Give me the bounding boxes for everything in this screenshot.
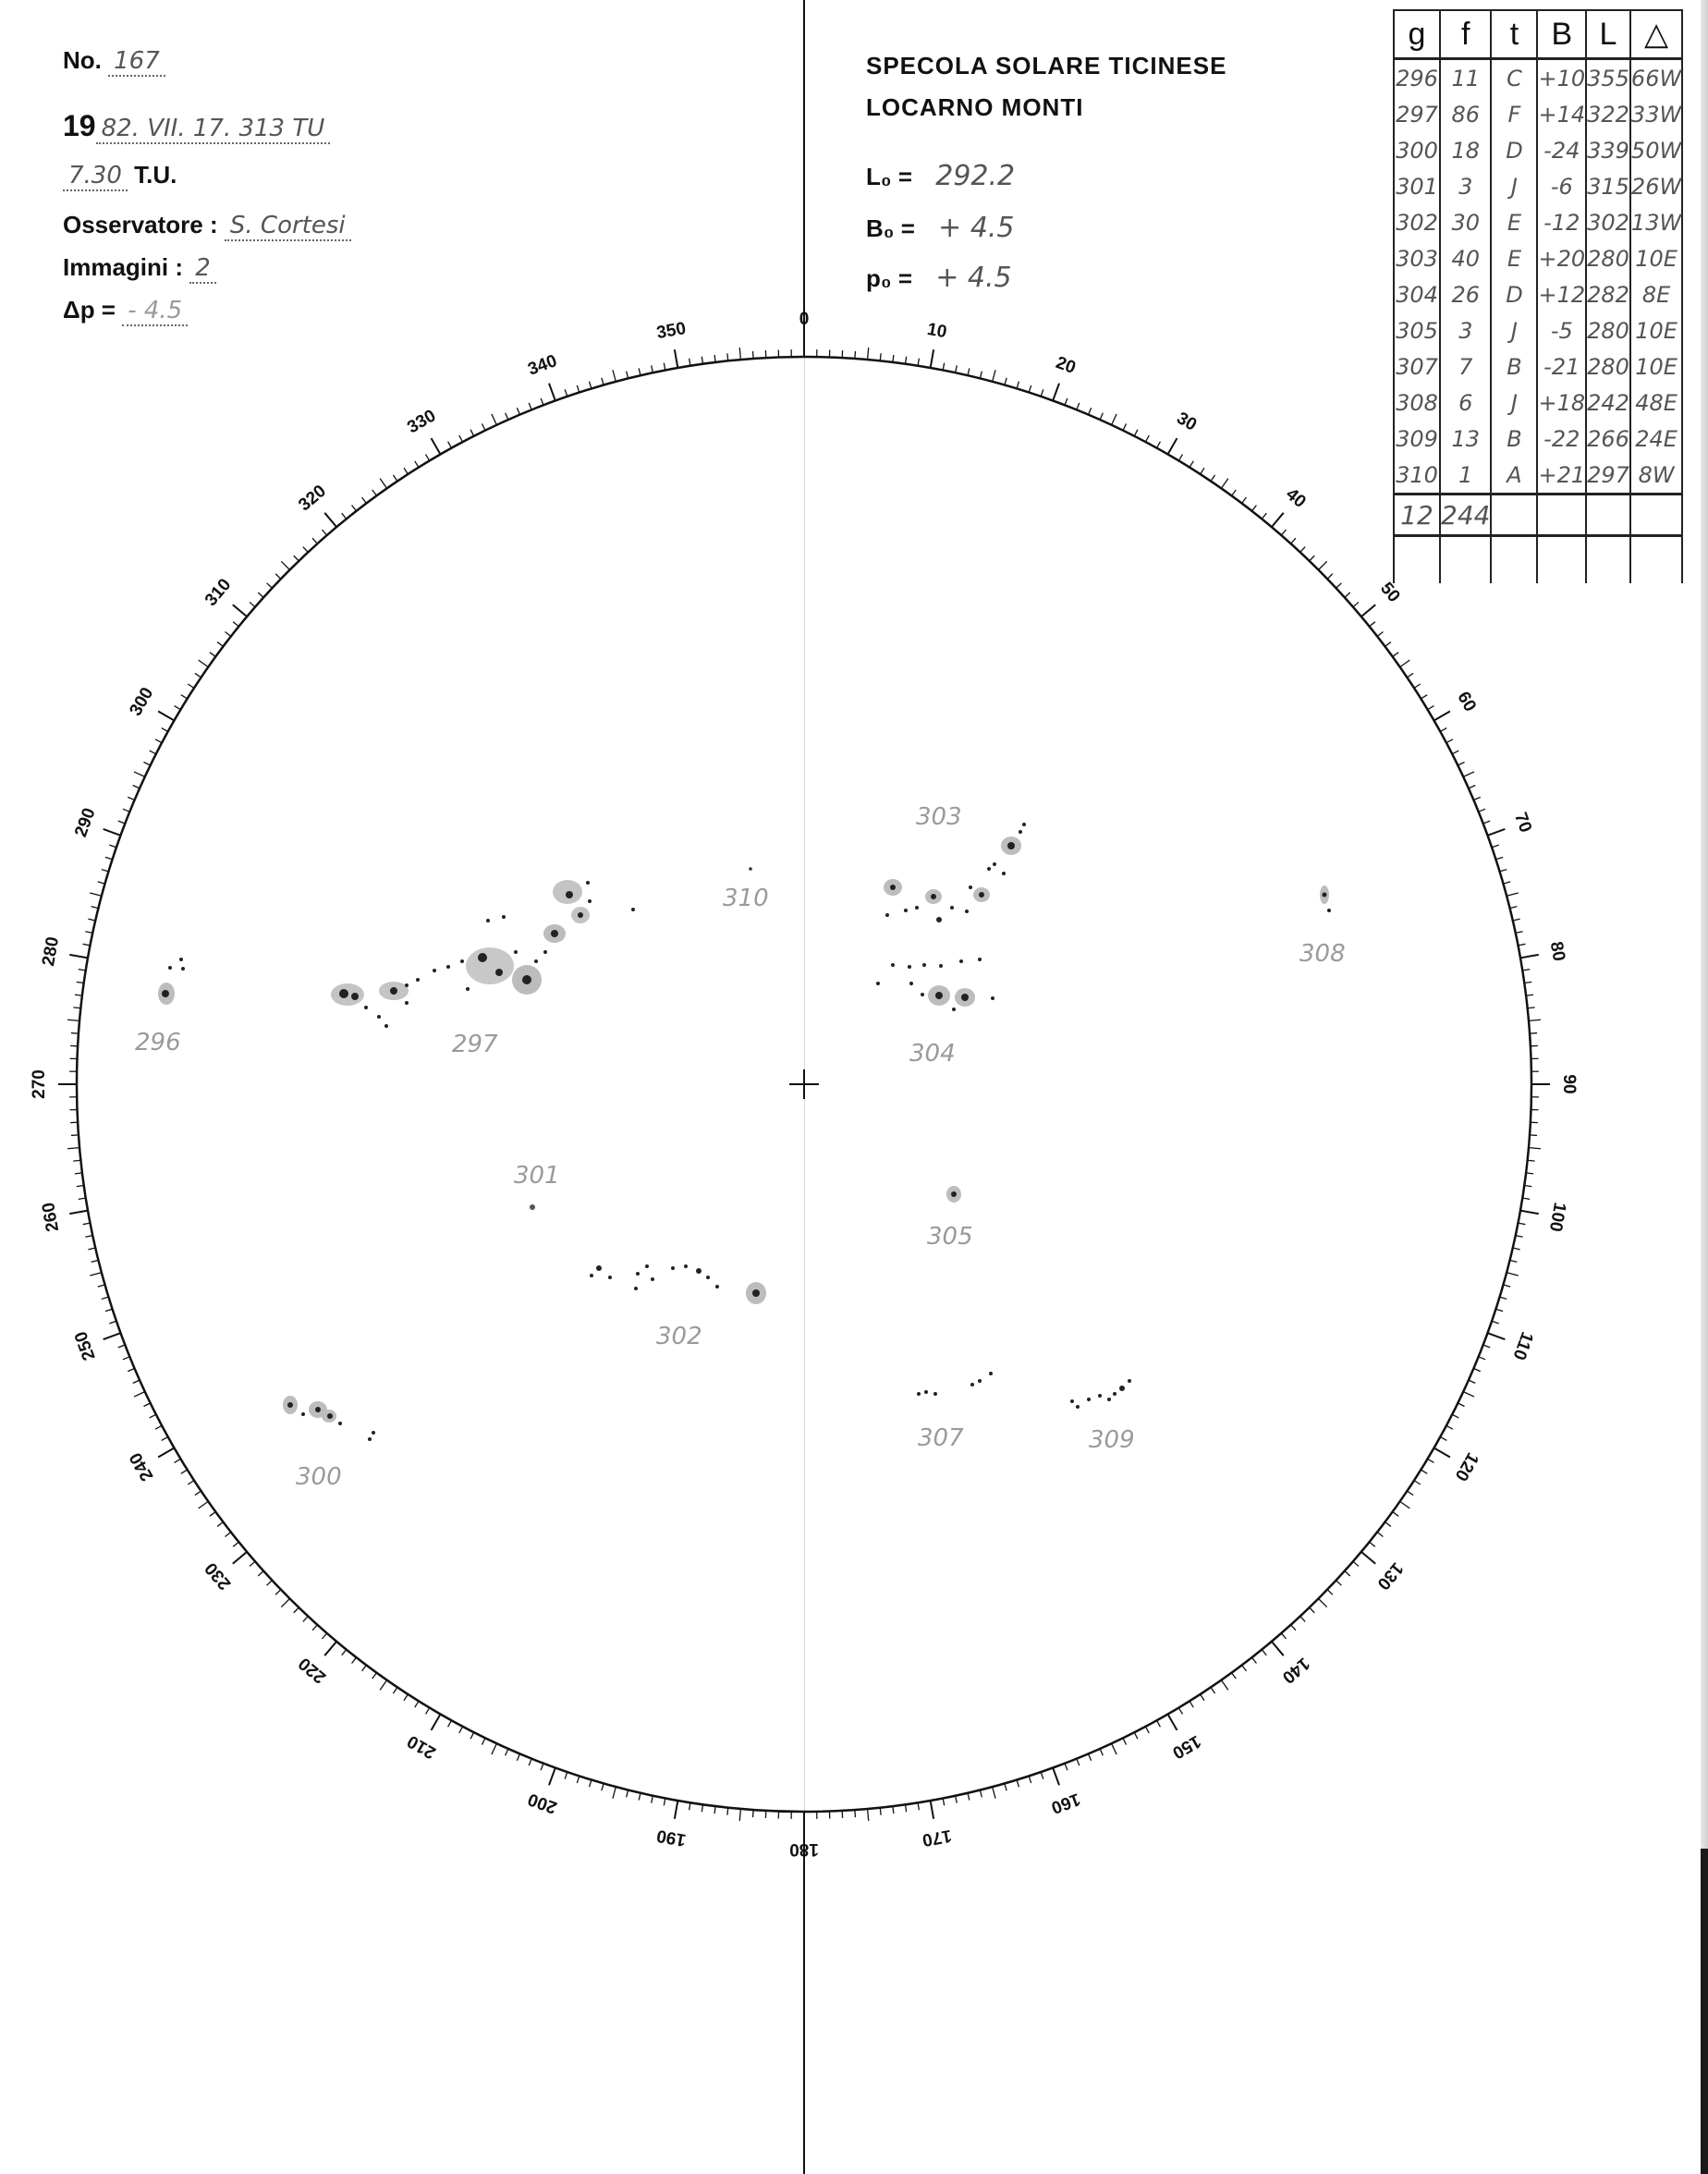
register-cell: 6 bbox=[1440, 385, 1491, 421]
register-cell: B bbox=[1491, 348, 1537, 385]
scale-tick bbox=[492, 1743, 496, 1754]
sunspot-group-296 bbox=[158, 958, 185, 1005]
total-spots: 244 bbox=[1440, 495, 1491, 536]
register-cell: 305 bbox=[1394, 312, 1440, 348]
register-cell: 33W bbox=[1630, 96, 1682, 132]
l0-value: 292.2 bbox=[935, 160, 1016, 192]
register-cell: -5 bbox=[1537, 312, 1586, 348]
scale-label-140: 140 bbox=[1278, 1653, 1313, 1688]
scale-tick bbox=[1434, 1448, 1450, 1458]
scale-tick bbox=[675, 349, 677, 368]
scale-label-10: 10 bbox=[925, 319, 948, 343]
scale-tick bbox=[1529, 1148, 1541, 1149]
scale-tick bbox=[613, 370, 616, 382]
scale-label-190: 190 bbox=[654, 1825, 688, 1850]
group-label-308: 308 bbox=[1299, 940, 1346, 968]
register-row bbox=[1394, 276, 1682, 312]
scale-label-340: 340 bbox=[525, 351, 560, 380]
register-cell: 1 bbox=[1440, 457, 1491, 495]
scale-tick bbox=[67, 1148, 79, 1149]
p0-value: + 4.5 bbox=[935, 262, 1012, 294]
scale-tick bbox=[1400, 660, 1410, 666]
register-row bbox=[1394, 348, 1682, 385]
register-cell: 8E bbox=[1630, 276, 1682, 312]
scale-tick bbox=[69, 1211, 88, 1214]
scale-label-270: 270 bbox=[30, 1069, 50, 1099]
group-label-307: 307 bbox=[918, 1424, 964, 1452]
register-cell: C bbox=[1491, 59, 1537, 97]
register-cell: -12 bbox=[1537, 204, 1586, 240]
register-cell: J bbox=[1491, 385, 1537, 421]
register-cell: 242 bbox=[1586, 385, 1630, 421]
group-label-303: 303 bbox=[916, 803, 962, 831]
group-label-300: 300 bbox=[296, 1463, 342, 1491]
register-cell: 11 bbox=[1440, 59, 1491, 97]
register-cell: 282 bbox=[1586, 276, 1630, 312]
register-row bbox=[1394, 421, 1682, 457]
scale-tick bbox=[1463, 772, 1474, 776]
scale-tick bbox=[199, 1501, 209, 1508]
scale-tick bbox=[199, 660, 209, 666]
scale-tick bbox=[90, 893, 102, 896]
register-cell: 86 bbox=[1440, 96, 1491, 132]
register-cell: D bbox=[1491, 276, 1537, 312]
register-cell: 26W bbox=[1630, 168, 1682, 204]
column-header-g: g bbox=[1394, 10, 1440, 59]
scale-tick bbox=[1168, 438, 1177, 454]
register-cell: 50W bbox=[1630, 132, 1682, 168]
group-label-301: 301 bbox=[514, 1162, 560, 1190]
scale-tick bbox=[1520, 955, 1539, 958]
scale-tick bbox=[739, 1809, 740, 1821]
scale-label-350: 350 bbox=[654, 318, 688, 344]
register-cell: E bbox=[1491, 204, 1537, 240]
scale-tick bbox=[739, 348, 740, 360]
b0-value: + 4.5 bbox=[938, 212, 1015, 244]
register-empty-cell bbox=[1440, 536, 1491, 584]
register-empty-cell bbox=[1586, 495, 1630, 536]
register-cell: 3 bbox=[1440, 312, 1491, 348]
scale-label-210: 210 bbox=[404, 1730, 440, 1763]
scale-tick bbox=[931, 1801, 933, 1819]
group-label-304: 304 bbox=[909, 1040, 956, 1068]
register-cell: 13 bbox=[1440, 421, 1491, 457]
register-cell: 315 bbox=[1586, 168, 1630, 204]
scale-tick bbox=[432, 438, 441, 454]
scale-tick bbox=[134, 1392, 145, 1397]
scale-tick bbox=[1053, 384, 1059, 401]
register-cell: 310 bbox=[1394, 457, 1440, 495]
center-cross bbox=[789, 1069, 819, 1099]
register-cell: 280 bbox=[1586, 240, 1630, 276]
register-cell: 66W bbox=[1630, 59, 1682, 97]
scale-label-80: 80 bbox=[1545, 940, 1569, 963]
scale-label-160: 160 bbox=[1048, 1789, 1083, 1817]
scale-label-220: 220 bbox=[295, 1653, 330, 1688]
scale-tick bbox=[1520, 1211, 1539, 1214]
scale-tick bbox=[1112, 414, 1116, 425]
scale-tick bbox=[104, 829, 121, 836]
register-cell: 304 bbox=[1394, 276, 1440, 312]
scale-tick bbox=[1361, 605, 1375, 617]
column-header-delta: △ bbox=[1630, 10, 1682, 59]
register-cell: 302 bbox=[1586, 204, 1630, 240]
register-cell: -22 bbox=[1537, 421, 1586, 457]
register-row bbox=[1394, 240, 1682, 276]
scale-label-110: 110 bbox=[1508, 1329, 1537, 1363]
sunspot-group-307 bbox=[917, 1372, 993, 1396]
scale-label-290: 290 bbox=[71, 805, 100, 840]
column-header-t: t bbox=[1491, 10, 1537, 59]
sunspot-group-305 bbox=[946, 1186, 961, 1203]
register-cell: 10E bbox=[1630, 348, 1682, 385]
scale-label-200: 200 bbox=[525, 1789, 560, 1817]
register-cell: 48E bbox=[1630, 385, 1682, 421]
scale-label-30: 30 bbox=[1173, 408, 1201, 435]
register-cell: +20 bbox=[1537, 240, 1586, 276]
scale-tick bbox=[1361, 1552, 1375, 1564]
scale-tick bbox=[1434, 712, 1450, 721]
scale-tick bbox=[1272, 1642, 1284, 1655]
scale-tick bbox=[1488, 829, 1506, 836]
scale-tick bbox=[1488, 1333, 1506, 1339]
register-cell: 8W bbox=[1630, 457, 1682, 495]
scale-label-330: 330 bbox=[404, 406, 440, 438]
scale-tick bbox=[69, 955, 88, 958]
scale-label-310: 310 bbox=[201, 575, 236, 610]
scale-label-260: 260 bbox=[38, 1201, 64, 1234]
group-label-310: 310 bbox=[723, 885, 769, 912]
delta-p-value: - 4.5 bbox=[122, 297, 188, 326]
register-cell: 24E bbox=[1630, 421, 1682, 457]
register-empty-cell bbox=[1491, 536, 1537, 584]
register-cell: 302 bbox=[1394, 204, 1440, 240]
scale-label-20: 20 bbox=[1053, 352, 1079, 378]
scale-tick bbox=[432, 1715, 441, 1730]
register-cell: 40 bbox=[1440, 240, 1491, 276]
scale-tick bbox=[158, 1448, 174, 1458]
time-value: 7.30 bbox=[63, 162, 128, 191]
images-label: Immagini : bbox=[63, 253, 184, 281]
date-value: 82. VII. 17. 313 TU bbox=[96, 115, 331, 144]
register-cell: F bbox=[1491, 96, 1537, 132]
register-cell: -6 bbox=[1537, 168, 1586, 204]
scale-label-180: 180 bbox=[789, 1838, 819, 1859]
register-cell: +14 bbox=[1537, 96, 1586, 132]
scale-tick bbox=[1053, 1768, 1059, 1786]
register-cell: D bbox=[1491, 132, 1537, 168]
sunspot-group-301 bbox=[530, 1204, 535, 1210]
scale-label-240: 240 bbox=[126, 1448, 158, 1484]
register-empty-cell bbox=[1537, 495, 1586, 536]
scale-label-60: 60 bbox=[1453, 688, 1481, 715]
register-cell: 3 bbox=[1440, 168, 1491, 204]
column-header-b: B bbox=[1537, 10, 1586, 59]
l0-label: L₀ = bbox=[866, 163, 913, 190]
register-cell: 300 bbox=[1394, 132, 1440, 168]
register-cell: +21 bbox=[1537, 457, 1586, 495]
scale-tick bbox=[233, 605, 247, 617]
scale-tick bbox=[613, 1787, 616, 1799]
register-empty-cell bbox=[1394, 536, 1440, 584]
sunspot-group-300 bbox=[283, 1396, 375, 1441]
register-cell: A bbox=[1491, 457, 1537, 495]
register-cell: 355 bbox=[1586, 59, 1630, 97]
scale-tick bbox=[134, 772, 145, 776]
register-cell: 18 bbox=[1440, 132, 1491, 168]
scale-tick bbox=[281, 1598, 289, 1606]
register-empty-cell bbox=[1586, 536, 1630, 584]
scale-tick bbox=[324, 513, 336, 527]
total-groups: 12 bbox=[1394, 495, 1440, 536]
register-empty-cell bbox=[1491, 495, 1537, 536]
group-label-296: 296 bbox=[135, 1029, 181, 1056]
observer-value: S. Cortesi bbox=[225, 212, 351, 241]
scale-tick bbox=[492, 414, 496, 425]
register-empty-cell bbox=[1630, 495, 1682, 536]
scale-tick bbox=[1507, 893, 1519, 896]
scale-label-150: 150 bbox=[1168, 1730, 1204, 1763]
sunspot-group-309 bbox=[1070, 1379, 1131, 1409]
register-empty-cell bbox=[1537, 536, 1586, 584]
scale-label-280: 280 bbox=[38, 934, 64, 968]
scale-tick bbox=[1272, 513, 1284, 527]
scale-tick bbox=[549, 384, 555, 401]
register-row bbox=[1394, 96, 1682, 132]
scale-label-300: 300 bbox=[126, 684, 158, 720]
number-value: 167 bbox=[108, 47, 165, 77]
register-row bbox=[1394, 385, 1682, 421]
scale-tick bbox=[1318, 561, 1326, 569]
scale-tick bbox=[1400, 1501, 1410, 1508]
register-cell: 26 bbox=[1440, 276, 1491, 312]
register-row bbox=[1394, 457, 1682, 495]
sunspot-group-302 bbox=[590, 1264, 766, 1304]
register-row bbox=[1394, 204, 1682, 240]
sunspot-group-303 bbox=[884, 823, 1026, 922]
scale-tick bbox=[993, 1787, 995, 1799]
scale-label-250: 250 bbox=[71, 1328, 100, 1363]
register-row bbox=[1394, 168, 1682, 204]
register-cell: +12 bbox=[1537, 276, 1586, 312]
register-cell: +18 bbox=[1537, 385, 1586, 421]
group-label-302: 302 bbox=[656, 1323, 702, 1350]
register-cell: 301 bbox=[1394, 168, 1440, 204]
scale-tick bbox=[104, 1333, 121, 1339]
scale-tick bbox=[868, 1809, 869, 1821]
group-label-297: 297 bbox=[452, 1031, 498, 1058]
register-empty-cell bbox=[1630, 536, 1682, 584]
scale-tick bbox=[1221, 479, 1227, 489]
scale-label-90: 90 bbox=[1558, 1074, 1579, 1094]
delta-p-label: Δp = bbox=[63, 296, 116, 324]
scale-label-50: 50 bbox=[1376, 579, 1404, 606]
register-cell: 7 bbox=[1440, 348, 1491, 385]
register-cell: +10 bbox=[1537, 59, 1586, 97]
scale-tick bbox=[1168, 1715, 1177, 1730]
register-header-row bbox=[1394, 10, 1682, 59]
register-cell: 10E bbox=[1630, 312, 1682, 348]
register-cell: -21 bbox=[1537, 348, 1586, 385]
p0-label: p₀ = bbox=[866, 264, 913, 292]
register-cell: 303 bbox=[1394, 240, 1440, 276]
scale-tick bbox=[1318, 1598, 1326, 1606]
register-cell: 297 bbox=[1586, 457, 1630, 495]
sunspot-group-310 bbox=[749, 867, 752, 871]
sunspot-group-308 bbox=[1320, 885, 1331, 912]
group-label-305: 305 bbox=[927, 1223, 973, 1251]
register-cell: 266 bbox=[1586, 421, 1630, 457]
scale-label-70: 70 bbox=[1510, 810, 1536, 836]
group-register-table bbox=[1393, 9, 1683, 583]
scale-label-130: 130 bbox=[1372, 1558, 1408, 1594]
observatory-name: SPECOLA SOLARE TICINESE bbox=[866, 52, 1227, 79]
register-cell: 307 bbox=[1394, 348, 1440, 385]
column-header-f: f bbox=[1440, 10, 1491, 59]
register-cell: 280 bbox=[1586, 348, 1630, 385]
b0-label: B₀ = bbox=[866, 214, 915, 242]
register-cell: 13W bbox=[1630, 204, 1682, 240]
scanner-edge bbox=[1701, 0, 1708, 2174]
scale-label-40: 40 bbox=[1282, 484, 1310, 512]
column-header-l: L bbox=[1586, 10, 1630, 59]
scale-tick bbox=[675, 1801, 677, 1819]
register-total-row bbox=[1394, 495, 1682, 536]
observer-label: Osservatore : bbox=[63, 211, 218, 238]
scale-label-100: 100 bbox=[1544, 1201, 1570, 1234]
scale-tick bbox=[993, 370, 995, 382]
register-cell: 296 bbox=[1394, 59, 1440, 97]
observatory-location: LOCARNO MONTI bbox=[866, 93, 1084, 121]
register-cell: -24 bbox=[1537, 132, 1586, 168]
scale-tick bbox=[1112, 1743, 1116, 1754]
register-cell: 322 bbox=[1586, 96, 1630, 132]
scale-tick bbox=[233, 1552, 247, 1564]
register-cell: 10E bbox=[1630, 240, 1682, 276]
scale-tick bbox=[324, 1642, 336, 1655]
register-row bbox=[1394, 312, 1682, 348]
sunspot-group-297 bbox=[331, 880, 635, 1028]
register-cell: 308 bbox=[1394, 385, 1440, 421]
scale-tick bbox=[281, 561, 289, 569]
scale-tick bbox=[931, 349, 933, 368]
scale-tick bbox=[158, 712, 174, 721]
number-label: No. bbox=[63, 46, 102, 74]
register-cell: 339 bbox=[1586, 132, 1630, 168]
scale-tick bbox=[90, 1273, 102, 1276]
scale-tick bbox=[380, 1680, 386, 1691]
register-blank-row bbox=[1394, 536, 1682, 584]
scale-tick bbox=[868, 348, 869, 360]
scale-label-320: 320 bbox=[295, 481, 330, 516]
scale-label-0: 0 bbox=[799, 310, 810, 330]
register-cell: 297 bbox=[1394, 96, 1440, 132]
register-row bbox=[1394, 132, 1682, 168]
register-cell: 30 bbox=[1440, 204, 1491, 240]
register-cell: 280 bbox=[1586, 312, 1630, 348]
scale-label-170: 170 bbox=[921, 1825, 954, 1850]
register-cell: J bbox=[1491, 312, 1537, 348]
time-suffix: T.U. bbox=[134, 161, 177, 189]
group-label-309: 309 bbox=[1089, 1426, 1135, 1454]
scale-label-120: 120 bbox=[1450, 1448, 1482, 1484]
year-prefix: 19 bbox=[63, 109, 96, 142]
register-cell: B bbox=[1491, 421, 1537, 457]
images-value: 2 bbox=[189, 254, 216, 284]
scale-label-230: 230 bbox=[201, 1558, 236, 1594]
scale-tick bbox=[380, 479, 386, 489]
scale-tick bbox=[1507, 1273, 1519, 1276]
register-cell: 309 bbox=[1394, 421, 1440, 457]
scale-tick bbox=[549, 1768, 555, 1786]
register-cell: J bbox=[1491, 168, 1537, 204]
scale-tick bbox=[1221, 1680, 1227, 1691]
register-cell: E bbox=[1491, 240, 1537, 276]
register-row bbox=[1394, 59, 1682, 97]
scale-tick bbox=[1463, 1392, 1474, 1397]
sunspot-group-304 bbox=[876, 958, 994, 1011]
